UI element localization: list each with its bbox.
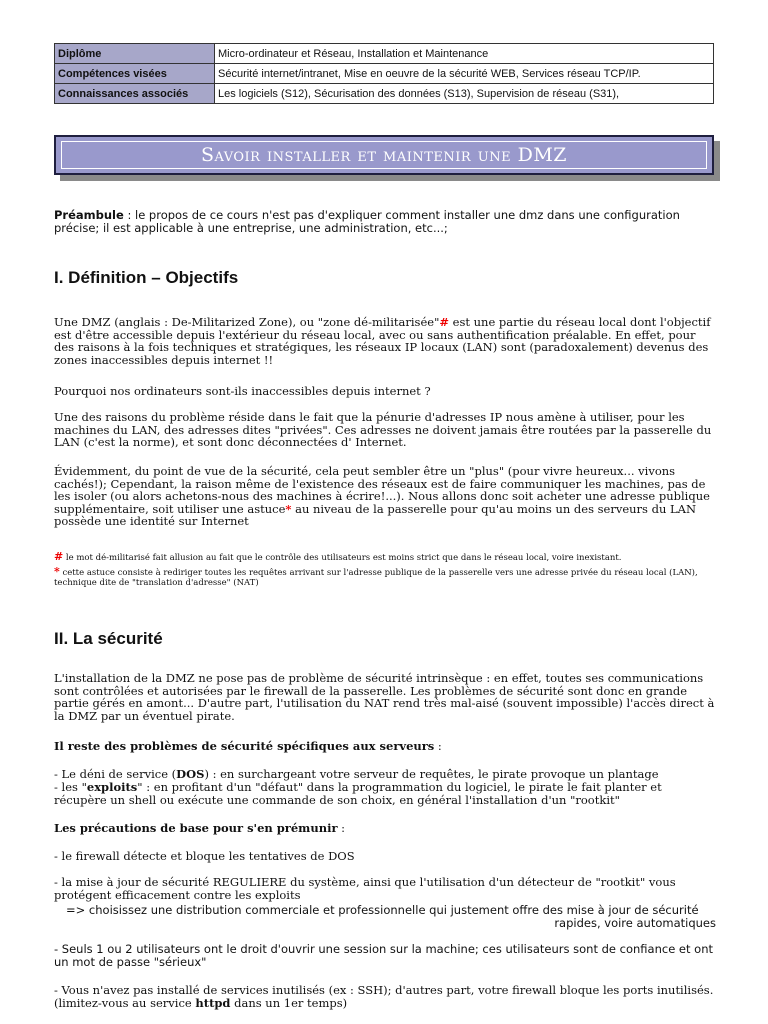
footnote-mark-hash: #	[439, 315, 450, 329]
footnote-1	[54, 552, 716, 563]
title-banner	[54, 135, 714, 175]
security-text: Évidemment, du point de vue de la sécurité, cela peut sembler être un "plus" (pour vivre heureux... vivons cachés!); Cependant, la raison même de l'existence des réseaux est de faire communiquer les machines, pas de les isoler (ou alors achetons-nous des machines à écrire!...). Nous allons donc soit acheter une adresse publique supplémentaire, soit utiliser une astuce	[54, 464, 710, 516]
skills-value: Sécurité internet/intranet, Mise en oeuvre de la sécurité WEB, Services réseau TCP/IP.	[215, 64, 714, 84]
table-row	[55, 64, 714, 84]
precautions-title: Les précautions de base pour s'en prémunir	[54, 821, 338, 835]
knowledge-label: Connaissances associés	[55, 84, 215, 104]
exploits-text: - les "	[54, 780, 87, 794]
footnote-2-text: cette astuce consiste à rediriger toutes les requêtes arrivant sur l'adresse publique de la passerelle vers une adresse privée du réseau local (LAN), technique dite de "translation d'adresse" (NAT)	[54, 568, 698, 588]
footnote-1-mark: #	[54, 550, 64, 563]
httpd-term: httpd	[195, 995, 231, 1010]
exploits-term: exploits	[86, 780, 138, 794]
diploma-value: Micro-ordinateur et Réseau, Installation et Maintenance	[215, 44, 714, 64]
security-paragraph	[54, 465, 716, 528]
server-problems-title: Il reste des problèmes de sécurité spécifiques aux serveurs	[54, 739, 435, 753]
server-problems-heading	[54, 740, 716, 753]
table-row	[55, 84, 714, 104]
footnote-1-text: le mot dé-militarisé fait allusion au fait que le contrôle des utilisateurs est moins strict que dans le réseau local, voire inexistant.	[63, 553, 622, 563]
footnote-mark-star: *	[285, 501, 292, 516]
precautions-heading	[54, 822, 716, 835]
diploma-label: Diplôme	[55, 44, 215, 64]
preamble-label: Préambule	[54, 208, 124, 222]
preamble-text: : le propos de ce cours n'est pas d'expliquer comment installer une dmz dans une configuration précise; il est applicable à une entreprise, une administration, etc...;	[54, 208, 680, 235]
dos-text: - Le déni de service (	[54, 767, 177, 781]
question-paragraph: Pourquoi nos ordinateurs sont-ils inaccessibles depuis internet ?	[54, 384, 431, 398]
info-table	[54, 43, 714, 104]
services-text-cont: dans un 1er temps)	[230, 995, 348, 1010]
security-intro-paragraph: L'installation de la DMZ ne pose pas de problème de sécurité intrinsèque : en effet, toutes ses communications sont contrôlées et autorisées par le firewall de la passerelle. Les problèmes de sécurité sont donc en grande partie gérés en amont... D'autre part, l'utilisation du NAT rend très mal-aisé (souvent impossible) l'accès direct à la DMZ par un éventuel pirate.	[54, 671, 715, 723]
definition-text: Une DMZ (anglais : De-Militarized Zone), ou "zone dé-militarisée"	[54, 315, 440, 329]
section2-heading: II. La sécurité	[54, 629, 163, 648]
precaution-updates: - la mise à jour de sécurité REGULIERE du système, ainsi que l'utilisation d'un détecteur de "rootkit" vous protégent efficacement contre les exploits	[54, 875, 676, 902]
footnote-2-mark: *	[54, 565, 60, 578]
definition-text-cont: est une partie du réseau local dont l'objectif est d'être accessible depuis l'extérieur du réseau local, avec ou sans authentification préalable. En effet, pour des raisons à la fois techniques et stratégiques, les réseaux IP locaux (LAN) sont (paradoxalement) devenus des zones inaccessibles depuis internet !!	[54, 315, 711, 367]
title-box	[54, 135, 714, 175]
skills-label: Compétences visées	[55, 64, 215, 84]
preamble	[54, 209, 716, 235]
definition-paragraph	[54, 316, 716, 366]
precaution-users: - Seuls 1 ou 2 utilisateurs ont le droit d'ouvrir une session sur la machine; ces utilisateurs sont de confiance et ont un mot de passe "sérieux"	[54, 942, 714, 969]
dos-term: DOS	[176, 767, 205, 781]
precaution-updates-advice: => choisissez une distribution commerciale et professionnelle qui justement offre des mise à jour de sécurité	[66, 903, 699, 917]
section1-heading: I. Définition – Objectifs	[54, 268, 239, 287]
server-problems-colon: :	[434, 739, 442, 753]
title-inner-frame	[61, 141, 707, 169]
exploits-item	[54, 781, 716, 806]
knowledge-value: Les logiciels (S12), Sécurisation des données (S13), Supervision de réseau (S31),	[215, 84, 714, 104]
services-text: - Vous n'avez pas installé de services inutilisés (ex : SSH); d'autres part, votre firewall bloque les ports inutilisés. (limitez-vous au service	[54, 983, 714, 1010]
precaution-firewall: - le firewall détecte et bloque les tentatives de DOS	[54, 849, 355, 863]
dos-text-cont: ) : en surchargeant votre serveur de requêtes, le pirate provoque un plantage	[204, 767, 659, 781]
footnote-2	[54, 567, 716, 588]
security-text-cont: au niveau de la passerelle pour qu'au moins un des serveurs du LAN possède une identité sur Internet	[54, 501, 697, 528]
table-row	[55, 44, 714, 64]
precaution-services	[54, 984, 716, 1009]
precaution-updates-advice-cont: rapides, voire automatiques	[554, 916, 716, 930]
precautions-colon: :	[337, 821, 346, 835]
document-title: Savoir installer et maintenir une DMZ	[200, 144, 568, 166]
exploits-text-cont: " : en profitant d'un "défaut" dans la programmation du logiciel, le pirate le fait planter et récupère un shell ou exécute une commande de son choix, en général l'installation d'un "rootkit"	[54, 780, 662, 807]
dos-item	[54, 768, 716, 781]
reasons-paragraph: Une des raisons du problème réside dans le fait que la pénurie d'adresses IP nous amène à utiliser, pour les machines du LAN, des adresses dites "privées". Ces adresses ne doivent jamais être routées par la passerelle du LAN (c'est la norme), et sont donc déconnectées d' Internet.	[54, 410, 712, 449]
